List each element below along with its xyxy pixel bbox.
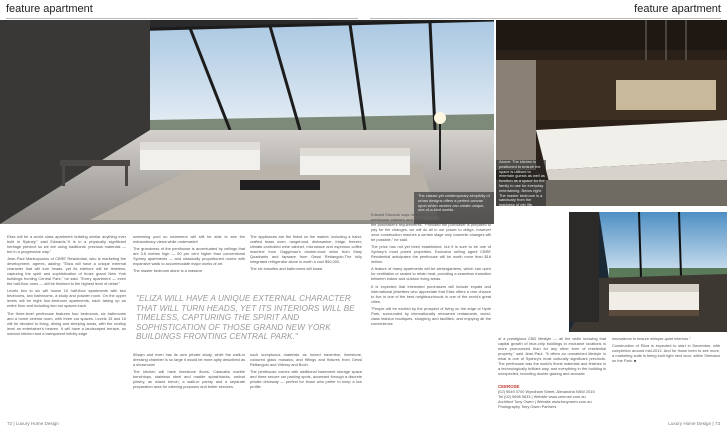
left-section-title: feature apartment bbox=[6, 3, 93, 15]
credits-brand: CEEROSE bbox=[498, 384, 520, 389]
kitchen-photo-caption: Above: The kitchen is positioned to ensure the space is utilised to entertain guests as well as function as a space for the family to use for everyday entertaining. Below right: The master bedroom is a sanctuary from the madness of city life. bbox=[499, 159, 545, 208]
article-column-6 bbox=[612, 336, 720, 376]
paragraph: Levels two to six will house 10 half-floor apartments with two bedrooms, two bathrooms, a study and powder room. On the upper levels will be eight four-bedroom apartments, each taking up an entire floor and including two car spaces each. bbox=[7, 288, 126, 309]
paragraph: A feature of many apartments will be wintergardens, which can open for ventilation or sealed to retain heat, providing a seamless transition between indoor and outdoor living areas. bbox=[371, 266, 491, 282]
article-column-2-bottom bbox=[133, 352, 245, 416]
paragraph: The kitchen will have limestone floors, Calacatta marble benchtops, stainless steel and marble splashbacks, walnut joinery, an island bench, a walk-in pantry and a separate preparation area for catering purposes and butler services. bbox=[133, 369, 245, 390]
credits-line: (02) 9549 0700 Wyndham Street, Alexandria NSW 2015 bbox=[498, 389, 595, 394]
article-column-3-top bbox=[250, 234, 362, 292]
main-photo-caption: The classic yet contemporary simplicity of urban designs offers a perfect canvas upon which owners can create unique, one-of-a-kind worlds. bbox=[418, 193, 490, 213]
credits-line: Architect Tony Owen | Website www.tonyowen.com.au bbox=[498, 399, 592, 404]
article-column-4 bbox=[371, 212, 491, 416]
paragraph: swimming pool so swimmers will still be able to see the extraordinary views while underwater! bbox=[133, 234, 245, 244]
paragraph: Jean-Paul Mankopoulos of CBRE Residential, who is marketing the development, agrees, adding: "Eliza will have a unique external character that will turn heads, yet its interiors will be timeless, capturing the spirit and sophistication of those grand New York buildings fronting Central Park," he said. "Every apartment — even the half-floor ones — will be finished to the highest level of detail." bbox=[7, 256, 126, 287]
credits-line: Tel (02) 9698 5633 | Website www.ceerose.com.au bbox=[498, 394, 586, 399]
credits-line: Photography Tony Owen Partners bbox=[498, 404, 557, 409]
paragraph: The penthouse comes with additional basement storage space and three secure car parking spots, accessed through a discrete private driveway — perfect for those who prefer to keep a low profile. bbox=[250, 369, 362, 390]
paragraph: "People will be excited by the prospect of living on the edge of Hyde Park, surrounded by internationally renowned restaurants, world-class fashion boutiques, shopping and facilities, and enjoying all the convenience bbox=[371, 305, 491, 326]
bedroom-photo bbox=[569, 212, 727, 332]
paragraph: Edward Eduardo says he would be prepared to make changes to the penthouse interiors and finishes — and even the layout — to meet the purchaser's requirements. "Provided the purchaser is prepared to pay for the changes, we will do all in our power to oblige, however once construction reaches a certain stage only cosmetic changes will be possible," he said. bbox=[371, 212, 491, 242]
paragraph: of a prestigious CBD lifestyle — all the while knowing that capital growth of blue-chip buildings in exclusive locations is more pronounced than for any other form of residential property," said Jean-Paul. "It offers an unmatched lifestyle in what is one of Sydney's most culturally significant precincts. The penthouse was the world's finest materials and finishes in a technologically brilliant way, and everything in the building is unexpected, including double glazing and acoustic bbox=[498, 336, 606, 376]
left-page-footer: 72 | Luxury Home Design bbox=[7, 421, 59, 426]
paragraph: The grandness of the penthouse is accentuated by ceilings that are 3.6 metres high — 50 per cent higher than conventional Sydney apartments — and classically proportioned rooms with expansive walls to accommodate major works of art. bbox=[133, 246, 245, 267]
paragraph: The three-level penthouse features four bedrooms, six bathrooms and a home cinema room, with three car spaces. Levels 15 and 16 will be devoted to living, dining and sleeping areas, with the rooftop level an entertainer's heaven. It will have a landscaped terrace, an outdoor kitchen and a transparent infinity-edge bbox=[7, 310, 126, 336]
credits-box bbox=[498, 384, 610, 409]
left-header-rule bbox=[6, 18, 358, 19]
article-column-1 bbox=[7, 234, 126, 416]
right-section-title: feature apartment bbox=[634, 3, 721, 15]
paragraph: The six ensuites and bathrooms will boast bbox=[250, 266, 323, 272]
article-column-2-top bbox=[133, 234, 245, 292]
paragraph: The price has not yet been established, but it is sure to be one of Sydney's most prized properties. Exclusive selling agent CBRE Residential anticipates the penthouse will be worth more than $16 million. bbox=[371, 244, 491, 265]
paragraph: The master bedroom alone is a massive bbox=[133, 268, 203, 274]
right-header-rule bbox=[370, 18, 721, 19]
pull-quote: "ELIZA WILL HAVE A UNIQUE EXTERNAL CHARACTER THAT WILL TURN HEADS, YET ITS INTERIORS WILL BE TIMELESS, CAPTURING THE SPIRIT AND SOPHISTICATION OF THOSE GRAND NEW YORK BUILDINGS FRONTING CENTRAL PARK." bbox=[136, 294, 355, 342]
paragraph: The appliances are the finest on the market, including a hand-crafted brass oven, rangehood, dishwasher, fridge, freezer, climate-controlled wine cabinet, microwave and espresso coffee machine from Gaggenau's double-bowl sinks from Mary Quadrants and tapware from Gessi Rettangolo.The fully integrated refrigerator alone is worth a cool $50,000. bbox=[250, 234, 362, 264]
paragraph: 60sqm and even has its own private study, while the walk-in dressing chamber is so large it would be more aptly described as a showroom! bbox=[133, 352, 245, 367]
paragraph: It is expected that interested purchasers will include expats and international jetsetters who appreciate that Eliza offers a rare chance to live in one of the best neighbourhoods in one of the world's great cities. bbox=[371, 283, 491, 304]
paragraph: innovations to ensure whisper-quiet interiors." bbox=[612, 336, 691, 341]
paragraph: Eliza will be a world class apartment building similar anything ever built in Sydney," said Edwards."It is in a physically significant heritage precinct so we are using traditional, precious materials — but in a progressive way." bbox=[7, 234, 126, 254]
paragraph: Construction of Eliza is expected to start in December, with completion around mid-2012. And for those keen to see more, a marketing suite is being built right next door, within Sheraton on the Park. ■ bbox=[612, 343, 720, 364]
right-page-footer: Luxury Home Design | 73 bbox=[668, 421, 720, 426]
paragraph: such sumptuous materials as honed travertine, limestone, coloured glass mosaics, and fittings and fixtures from Gessi Rettangolo and Villeroy and Boch. bbox=[250, 352, 362, 367]
article-column-3-bottom bbox=[250, 352, 362, 416]
